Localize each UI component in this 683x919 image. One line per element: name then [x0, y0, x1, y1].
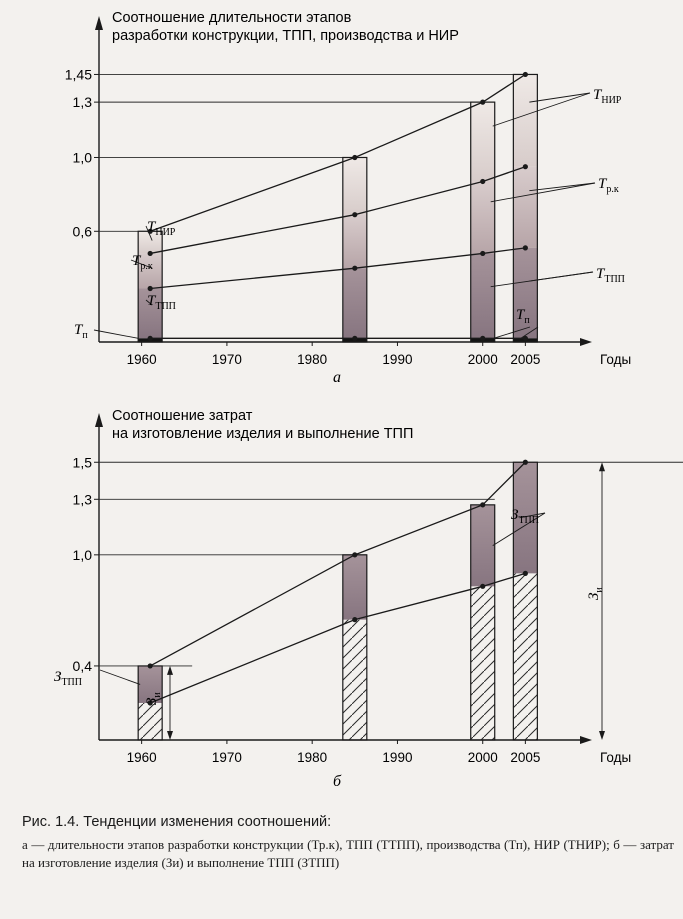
x-axis-arrow [580, 338, 592, 346]
trend-line-t-nir [150, 74, 525, 231]
bar-segment-t-nir [471, 102, 495, 181]
bar-segment-z-i [471, 586, 495, 740]
data-point [523, 72, 528, 77]
label-t-p-left: $Т_п$ [74, 322, 88, 341]
bar-segment-t-tpp [343, 268, 367, 338]
label-t-rk-right: $Т_{р.к}$ [598, 176, 619, 195]
x-tick-label: 1970 [211, 352, 242, 367]
dimension-z-i-left-arrow-bottom [167, 731, 173, 740]
data-point [352, 617, 357, 622]
x-tick-label: 1980 [297, 750, 328, 765]
x-tick-label: 1970 [211, 750, 242, 765]
dimension-z-i-right-arrow-top [599, 462, 605, 471]
figure-caption-body: а — длительности этапов разработки конструкции (Тр.к), ТПП (ТТПП), производства (Тп), НИР (ТНИР); б — затрат на изготовление изделия (Зи) и выполнение ТПП (ЗТПП) [22, 837, 674, 870]
x-tick-label: 2000 [467, 750, 498, 765]
bar-segment-t-nir [513, 74, 537, 166]
label-t-tpp-right: $Т_{ТПП}$ [596, 266, 625, 285]
data-point [480, 502, 485, 507]
panel-b-label: б [332, 773, 342, 790]
data-point [523, 460, 528, 465]
y-axis-arrow [95, 413, 103, 427]
annotation-leader [529, 272, 593, 281]
data-point [148, 286, 153, 291]
x-axis-title: Годы [600, 352, 632, 367]
trend-line-t-rk [150, 167, 525, 254]
data-point [352, 212, 357, 217]
bar-segment-t-tpp [471, 253, 495, 338]
data-point [148, 336, 153, 341]
data-point [480, 251, 485, 256]
x-tick-label: 1960 [126, 750, 157, 765]
annotation-leader [529, 183, 595, 191]
bar-segment-z-tpp [471, 505, 495, 586]
x-tick-label: 1990 [382, 352, 413, 367]
bar-segment-z-i [513, 573, 537, 740]
label-t-nir-right: $Т_{НИР}$ [593, 87, 622, 106]
bar-segment-t-rk [513, 167, 537, 248]
bar-segment-z-i [138, 703, 162, 740]
y-tick-label: 0,4 [72, 657, 92, 674]
data-point [523, 245, 528, 250]
panel-b-title-line2: на изготовление изделия и выполнение ТПП [112, 426, 414, 442]
label-z-i-left: $З_и$ [144, 692, 163, 705]
label-t-nir-left: $Т_{НИР}$ [147, 219, 176, 238]
data-point [352, 155, 357, 160]
y-tick-label: 0,6 [72, 223, 92, 240]
bar-segment-t-nir [343, 157, 367, 214]
x-axis-title: Годы [600, 750, 632, 765]
data-point [480, 336, 485, 341]
label-z-tpp-right: $З_{ТПП}$ [511, 507, 539, 526]
bar-segment-t-rk [343, 215, 367, 269]
panel-a-title-line1: Соотношение длительности этапов [112, 10, 352, 26]
data-point [480, 100, 485, 105]
data-point [480, 179, 485, 184]
data-point [148, 663, 153, 668]
y-tick-label: 1,3 [72, 94, 92, 111]
x-tick-label: 1990 [382, 750, 413, 765]
annotation-leader [491, 183, 595, 202]
x-tick-label: 2005 [510, 352, 541, 367]
data-point [352, 266, 357, 271]
panel-b-title-line1: Соотношение затрат [112, 408, 253, 424]
dimension-z-i-left-arrow-top [167, 666, 173, 675]
x-axis-arrow [580, 736, 592, 744]
annotation-leader [493, 93, 590, 126]
annotation-leader [94, 330, 138, 338]
data-point [352, 336, 357, 341]
data-point [352, 552, 357, 557]
annotation-leader [100, 670, 140, 684]
panel-a-plot [65, 16, 631, 367]
panel-a-label: а [333, 369, 341, 386]
label-t-rk-left: $Т_{р.к}$ [132, 253, 153, 272]
y-tick-label: 1,3 [72, 491, 92, 508]
trend-line-total [150, 462, 525, 666]
x-tick-label: 2005 [510, 750, 541, 765]
annotation-leader [529, 93, 590, 102]
label-z-i-right: $З_и$ [586, 587, 605, 600]
trend-line-t-tpp [150, 248, 525, 289]
figure-caption-heading: Рис. 1.4. Тенденции изменения соотношений: [22, 814, 332, 830]
y-axis-arrow [95, 16, 103, 30]
x-tick-label: 1980 [297, 352, 328, 367]
data-point [480, 584, 485, 589]
y-tick-label: 1,0 [72, 149, 92, 166]
trend-line-z-i [150, 573, 525, 703]
dimension-z-i-right-arrow-bottom [599, 731, 605, 740]
y-tick-label: 1,5 [72, 454, 92, 471]
bar-segment-t-rk [471, 181, 495, 253]
label-t-tpp-left: $Т_{ТПП}$ [147, 293, 176, 312]
data-point [523, 164, 528, 169]
bar-segment-z-tpp [343, 555, 367, 620]
panel-b-plot [73, 413, 683, 765]
y-tick-label: 1,0 [72, 546, 92, 563]
x-tick-label: 2000 [467, 352, 498, 367]
label-t-p-right: $Т_п$ [516, 307, 530, 326]
bar-segment-z-i [343, 620, 367, 740]
panel-a-title-line2: разработки конструкции, ТПП, производства и НИР [112, 28, 459, 44]
y-tick-label: 1,45 [64, 66, 92, 83]
data-point [148, 251, 153, 256]
label-z-tpp-left: $З_{ТПП}$ [54, 669, 82, 688]
data-point [523, 571, 528, 576]
x-tick-label: 1960 [126, 352, 157, 367]
